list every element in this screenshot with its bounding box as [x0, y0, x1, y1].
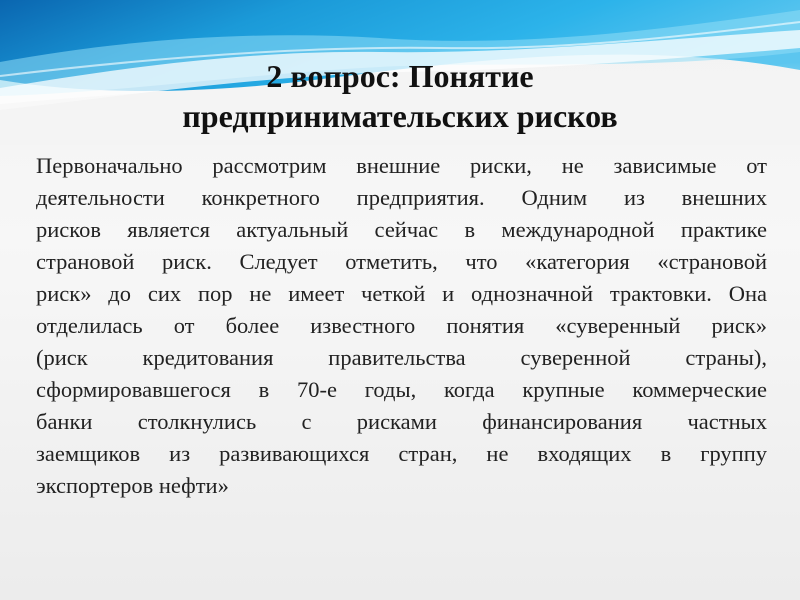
body-line: заемщиков из развивающихся стран, не входящих в группу [36, 441, 767, 466]
body-line: риск» до сих пор не имеет четкой и однозначной трактовки. Она [36, 281, 767, 306]
body-paragraph [36, 150, 767, 502]
body-line: страновой риск. Следует отметить, что «категория «страновой [36, 249, 767, 274]
body-line: Первоначально рассмотрим внешние риски, не зависимые от [36, 153, 767, 178]
body-line: рисков является актуальный сейчас в международной практике [36, 217, 767, 242]
body-line: экспортеров нефти» [36, 473, 229, 498]
slide-title-line-1: 2 вопрос: Понятие [266, 58, 534, 94]
body-line: деятельности конкретного предприятия. Одним из внешних [36, 185, 767, 210]
body-line: сформировавшегося в 70-е годы, когда крупные коммерческие [36, 377, 767, 402]
body-line: отделилась от более известного понятия «суверенный риск» [36, 313, 767, 338]
body-line: (риск кредитования правительства суверенной страны), [36, 345, 767, 370]
slide-title [60, 56, 740, 136]
slide-title-line-2: предпринимательских рисков [182, 98, 618, 134]
body-line: банки столкнулись с рисками финансирования частных [36, 409, 767, 434]
